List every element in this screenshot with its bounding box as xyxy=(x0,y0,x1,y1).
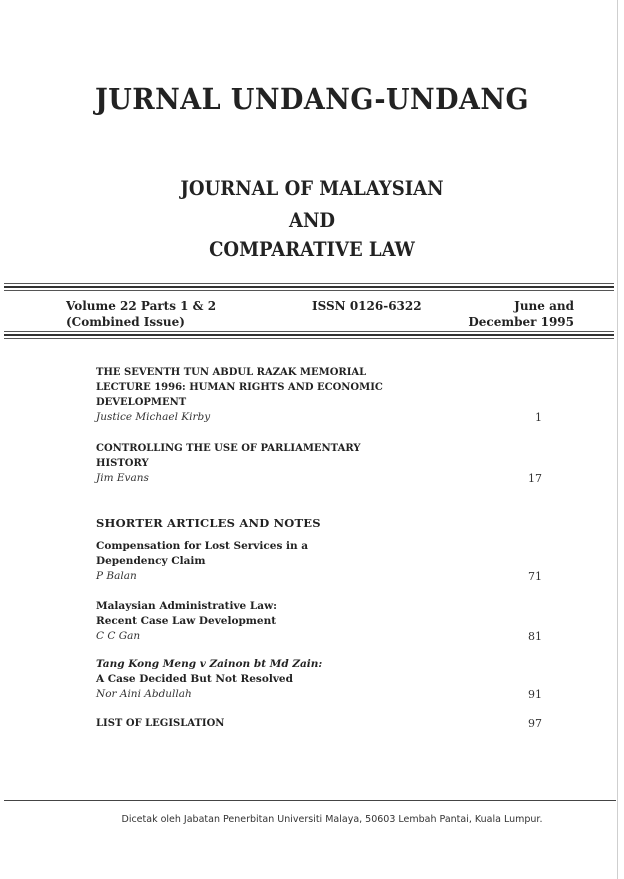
toc-entry-title-line: LIST OF LEGISLATION xyxy=(96,718,225,729)
toc-entry-title-line: Dependency Claim xyxy=(96,555,206,567)
page-edge-line xyxy=(617,0,618,879)
toc-entry-title-line: HISTORY xyxy=(96,458,149,469)
toc-entry-title-line: Recent Case Law Development xyxy=(96,615,277,627)
toc-entry-title-line: Compensation for Lost Services in a xyxy=(96,540,309,552)
issue-date-line1: June and xyxy=(514,299,574,313)
divider-mid-2 xyxy=(4,334,614,336)
divider-bottom xyxy=(4,800,616,801)
toc-entry-author: P Balan xyxy=(96,570,137,582)
divider-mid-1 xyxy=(4,331,614,332)
issue-volume xyxy=(66,298,216,330)
divider-top-3 xyxy=(4,290,614,291)
toc-entry-page: 81 xyxy=(528,630,542,643)
toc-entry-title-line: Malaysian Administrative Law: xyxy=(96,600,277,612)
toc-entry-author: Nor Aini Abdullah xyxy=(96,688,192,700)
toc-entry-author: Jim Evans xyxy=(96,472,149,484)
divider-mid-3 xyxy=(4,338,614,339)
toc-entry-note-1[interactable] xyxy=(96,539,546,584)
issue-volume-line2: (Combined Issue) xyxy=(66,315,185,329)
toc-entry-title-line: Tang Kong Meng v Zainon bt Md Zain: xyxy=(96,658,323,670)
toc-entry-title-line: A Case Decided But Not Resolved xyxy=(96,673,293,685)
toc-entry-article-1[interactable] xyxy=(96,365,546,425)
toc-entry-legislation[interactable] xyxy=(96,716,546,731)
issue-date xyxy=(468,298,574,330)
toc-entry-title-line: DEVELOPMENT xyxy=(96,397,187,408)
toc-entry-page: 91 xyxy=(528,688,542,701)
toc-entry-page: 17 xyxy=(528,472,542,485)
issue-issn: ISSN 0126-6322 xyxy=(312,299,422,313)
section-heading-shorter-articles: SHORTER ARTICLES AND NOTES xyxy=(96,516,321,530)
toc-entry-author: C C Gan xyxy=(96,630,141,642)
journal-subtitle-line3: COMPARATIVE LAW xyxy=(209,237,415,261)
toc-entry-page: 71 xyxy=(528,570,542,583)
issue-date-line2: December 1995 xyxy=(468,315,574,329)
toc-entry-title-line: CONTROLLING THE USE OF PARLIAMENTARY xyxy=(96,443,361,454)
toc-entry-note-2[interactable] xyxy=(96,599,546,644)
issue-volume-line1: Volume 22 Parts 1 & 2 xyxy=(66,299,217,313)
journal-subtitle-line1: JOURNAL OF MALAYSIAN xyxy=(180,176,444,200)
toc-entry-title-line: LECTURE 1996: HUMAN RIGHTS AND ECONOMIC xyxy=(96,382,383,393)
journal-main-title: JURNAL UNDANG-UNDANG xyxy=(95,82,529,116)
toc-entry-page: 1 xyxy=(535,411,542,424)
divider-top-2 xyxy=(4,286,614,288)
toc-entry-author: Justice Michael Kirby xyxy=(96,411,211,423)
toc-entry-title-line: THE SEVENTH TUN ABDUL RAZAK MEMORIAL xyxy=(96,367,367,378)
toc-entry-page: 97 xyxy=(528,717,542,730)
divider-top-1 xyxy=(4,283,614,284)
publisher-footer: Dicetak oleh Jabatan Penerbitan Universiti Malaya, 50603 Lembah Pantai, Kuala Lumpur. xyxy=(121,814,543,825)
toc-entry-article-2[interactable] xyxy=(96,441,546,486)
toc-entry-note-3[interactable] xyxy=(96,657,546,702)
journal-subtitle-line2: AND xyxy=(288,208,336,232)
